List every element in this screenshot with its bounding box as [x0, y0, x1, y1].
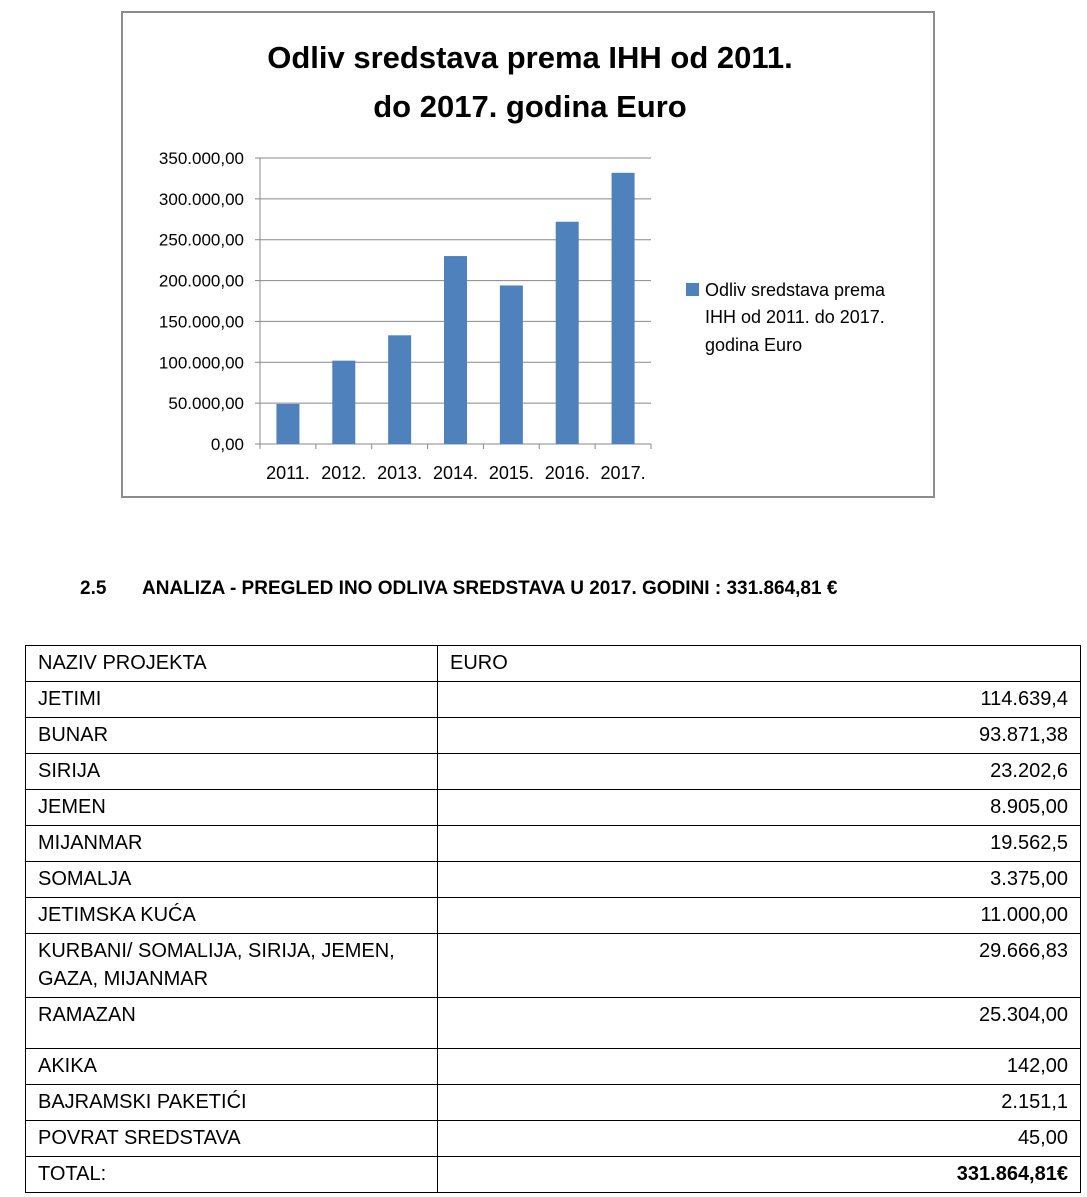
chart-frame	[121, 11, 935, 498]
x-tick-label: 2017.	[600, 463, 646, 483]
table-row	[26, 862, 1081, 898]
project-name: JEMEN	[26, 790, 438, 826]
bar	[556, 222, 579, 444]
table-row	[26, 998, 1081, 1049]
project-name: POVRAT SREDSTAVA	[26, 1121, 438, 1157]
table-row	[26, 718, 1081, 754]
header-naziv-projekta: NAZIV PROJEKTA	[26, 646, 438, 682]
bar	[276, 404, 299, 444]
y-tick-label: 100.000,00	[158, 353, 244, 373]
legend-swatch	[686, 283, 699, 296]
project-value: 25.304,00	[438, 998, 1081, 1049]
table-row	[26, 898, 1081, 934]
table-row	[26, 826, 1081, 862]
chart-title-line: Odliv sredstava prema IHH od 2011.	[267, 40, 793, 75]
bar	[388, 335, 411, 444]
project-value: 114.639,4	[438, 682, 1081, 718]
bar	[332, 361, 355, 444]
y-tick-label: 350.000,00	[158, 149, 244, 168]
y-tick-label: 50.000,00	[168, 394, 244, 414]
y-tick-label: 0,00	[210, 435, 244, 454]
project-name: JETIMSKA KUĆA	[26, 898, 438, 934]
bar	[444, 256, 467, 444]
table-row	[26, 1121, 1081, 1157]
x-tick-label: 2014.	[432, 463, 479, 483]
project-name: AKIKA	[26, 1049, 438, 1085]
project-name: KURBANI/ SOMALIJA, SIRIJA, JEMEN, GAZA, MIJANMAR	[26, 934, 438, 998]
project-name: JETIMI	[26, 682, 438, 718]
legend-label-line: Odliv sredstava prema	[705, 280, 886, 300]
x-tick-label: 2011.	[266, 463, 310, 483]
project-name: SOMALJA	[26, 862, 438, 898]
table-row	[26, 682, 1081, 718]
project-value: 45,00	[438, 1121, 1081, 1157]
total-value: 331.864,81€	[438, 1157, 1081, 1193]
chart-title-line: do 2017. godina Euro	[373, 89, 687, 124]
bar-chart	[123, 13, 937, 500]
project-name: BUNAR	[26, 718, 438, 754]
table-row	[26, 790, 1081, 826]
section-title: ANALIZA - PREGLED INO ODLIVA SREDSTAVA U 2017. GODINI : 331.864,81 €	[142, 578, 838, 599]
y-tick-label: 150.000,00	[158, 312, 244, 332]
table-row	[26, 754, 1081, 790]
y-tick-label: 200.000,00	[158, 271, 244, 291]
projects-table	[25, 645, 1081, 1193]
project-value: 11.000,00	[438, 898, 1081, 934]
bar	[612, 173, 635, 444]
table-header-row	[26, 646, 1081, 682]
legend-label-line: godina Euro	[705, 335, 803, 355]
section-heading	[80, 578, 837, 600]
bar	[500, 285, 523, 444]
project-value: 2.151,1	[438, 1085, 1081, 1121]
project-value: 19.562,5	[438, 826, 1081, 862]
total-label: TOTAL:	[26, 1157, 438, 1193]
project-value: 142,00	[438, 1049, 1081, 1085]
y-tick-label: 300.000,00	[158, 189, 244, 209]
project-value: 23.202,6	[438, 754, 1081, 790]
x-tick-label: 2012.	[321, 463, 367, 483]
project-value: 3.375,00	[438, 862, 1081, 898]
project-name: BAJRAMSKI PAKETIĆI	[26, 1085, 438, 1121]
x-tick-label: 2013.	[377, 463, 423, 483]
project-name: MIJANMAR	[26, 826, 438, 862]
y-tick-label: 250.000,00	[158, 230, 244, 250]
project-name: SIRIJA	[26, 754, 438, 790]
table-row	[26, 1049, 1081, 1085]
table-row	[26, 1085, 1081, 1121]
project-value: 29.666,83	[438, 934, 1081, 998]
project-value: 8.905,00	[438, 790, 1081, 826]
section-number: 2.5	[80, 578, 107, 599]
x-tick-label: 2016.	[544, 463, 590, 483]
project-value: 93.871,38	[438, 718, 1081, 754]
x-tick-label: 2015.	[488, 463, 534, 483]
legend-label-line: IHH od 2011. do 2017.	[705, 307, 885, 327]
header-euro: EURO	[438, 646, 1081, 682]
table-total-row	[26, 1157, 1081, 1193]
project-name: RAMAZAN	[26, 998, 438, 1049]
table-row	[26, 934, 1081, 998]
